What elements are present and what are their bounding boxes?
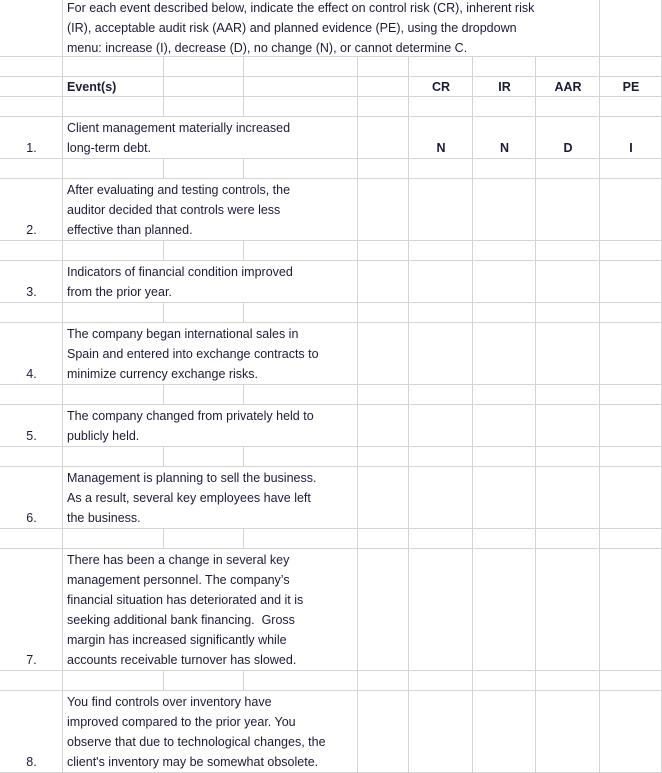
- empty-cell[interactable]: [600, 241, 662, 261]
- empty-cell[interactable]: [0, 671, 63, 691]
- empty-cell[interactable]: [358, 671, 409, 691]
- empty-cell[interactable]: [536, 671, 600, 691]
- event-description-line: After evaluating and testing controls, the: [67, 183, 291, 197]
- empty-cell[interactable]: [358, 159, 409, 179]
- dropdown-cell-cr[interactable]: [409, 179, 473, 241]
- event-number: 8.: [26, 755, 37, 769]
- empty-cell[interactable]: [600, 671, 662, 691]
- header-cell: [0, 77, 63, 97]
- dropdown-cell-pe[interactable]: [600, 179, 662, 241]
- event-description-line: improved compared to the prior year. You: [67, 715, 296, 729]
- empty-cell[interactable]: [409, 97, 473, 117]
- empty-cell[interactable]: [0, 57, 63, 77]
- event-description-line: from the prior year.: [67, 285, 172, 299]
- event-description-line: seeking additional bank financing. Gross: [67, 613, 295, 627]
- empty-cell[interactable]: [164, 57, 244, 77]
- empty-cell[interactable]: [409, 159, 473, 179]
- event-description-line: margin has increased significantly while: [67, 633, 287, 647]
- empty-cell[interactable]: [244, 241, 358, 261]
- empty-cell[interactable]: [244, 303, 358, 323]
- empty-cell[interactable]: [244, 447, 358, 467]
- dropdown-cell-pe[interactable]: [600, 261, 662, 303]
- empty-cell[interactable]: [63, 529, 164, 549]
- empty-cell[interactable]: [409, 241, 473, 261]
- empty-cell[interactable]: [409, 447, 473, 467]
- empty-cell[interactable]: [244, 97, 358, 117]
- empty-cell[interactable]: [244, 57, 358, 77]
- empty-cell[interactable]: [63, 159, 164, 179]
- empty-cell[interactable]: [358, 323, 409, 385]
- empty-cell[interactable]: [409, 671, 473, 691]
- dropdown-cell-aar[interactable]: [536, 467, 600, 529]
- empty-cell[interactable]: [358, 405, 409, 447]
- dropdown-cell-ir[interactable]: [473, 261, 536, 303]
- event-description-line: You find controls over inventory have: [67, 695, 272, 709]
- empty-cell[interactable]: [358, 97, 409, 117]
- dropdown-cell-ir[interactable]: [473, 179, 536, 241]
- event-description-line: minimize currency exchange risks.: [67, 367, 259, 381]
- dropdown-cell-cr[interactable]: [409, 261, 473, 303]
- empty-cell[interactable]: [600, 97, 662, 117]
- dropdown-cell-cr[interactable]: [409, 405, 473, 447]
- event-description-line: publicly held.: [67, 429, 140, 443]
- empty-cell[interactable]: [473, 529, 536, 549]
- empty-cell[interactable]: [0, 159, 63, 179]
- empty-cell[interactable]: [0, 529, 63, 549]
- column-header-cr: CR: [431, 80, 451, 94]
- empty-cell[interactable]: [63, 303, 164, 323]
- empty-cell[interactable]: [536, 447, 600, 467]
- empty-cell[interactable]: [358, 261, 409, 303]
- empty-cell[interactable]: [536, 385, 600, 405]
- empty-cell[interactable]: [0, 241, 63, 261]
- event-number: 3.: [26, 285, 37, 299]
- empty-cell[interactable]: [358, 691, 409, 773]
- empty-cell[interactable]: [63, 671, 164, 691]
- empty-cell[interactable]: [63, 97, 164, 117]
- instruction-line: (IR), acceptable audit risk (AAR) and planned evidence (PE), using the dropdown: [67, 21, 517, 35]
- empty-cell[interactable]: [536, 529, 600, 549]
- empty-cell[interactable]: [600, 57, 662, 77]
- empty-cell[interactable]: [358, 467, 409, 529]
- event-description-line: Client management materially increased: [67, 121, 291, 135]
- empty-cell[interactable]: [63, 241, 164, 261]
- event-description-line: As a result, several key employees have left: [67, 491, 311, 505]
- column-header-pe: PE: [622, 80, 640, 94]
- empty-cell[interactable]: [473, 447, 536, 467]
- dropdown-cell-aar[interactable]: [536, 691, 600, 773]
- dropdown-cell-aar[interactable]: [536, 261, 600, 303]
- empty-cell[interactable]: [473, 159, 536, 179]
- dropdown-cell-cr[interactable]: [409, 549, 473, 671]
- event-description-line: Management is planning to sell the business.: [67, 471, 317, 485]
- event-number: 2.: [26, 223, 37, 237]
- event-description-line: client's inventory may be somewhat obsolete.: [67, 755, 319, 769]
- event-number: 6.: [26, 511, 37, 525]
- header-cell: [244, 77, 358, 97]
- dropdown-cell-cr[interactable]: [409, 323, 473, 385]
- empty-cell[interactable]: [244, 159, 358, 179]
- empty-cell[interactable]: [358, 529, 409, 549]
- empty-cell[interactable]: [164, 159, 244, 179]
- empty-cell[interactable]: [600, 159, 662, 179]
- empty-cell[interactable]: [0, 303, 63, 323]
- empty-cell[interactable]: [358, 241, 409, 261]
- dropdown-cell-aar[interactable]: [536, 179, 600, 241]
- empty-cell[interactable]: [244, 529, 358, 549]
- event-description-line: Indicators of financial condition improved: [67, 265, 293, 279]
- event-description-line: The company began international sales in: [67, 327, 299, 341]
- empty-cell[interactable]: [358, 117, 409, 159]
- event-description-line: effective than planned.: [67, 223, 193, 237]
- event-number: 1.: [26, 141, 37, 155]
- dropdown-cell-pe[interactable]: [600, 549, 662, 671]
- empty-cell[interactable]: [0, 447, 63, 467]
- empty-cell[interactable]: [358, 447, 409, 467]
- dropdown-cell-pe[interactable]: [600, 691, 662, 773]
- empty-cell[interactable]: [600, 529, 662, 549]
- dropdown-cell-cr[interactable]: [409, 691, 473, 773]
- answer-pe: I: [629, 141, 633, 155]
- dropdown-cell-ir[interactable]: [473, 467, 536, 529]
- empty-cell[interactable]: [164, 97, 244, 117]
- empty-cell[interactable]: [409, 303, 473, 323]
- empty-cell[interactable]: [164, 529, 244, 549]
- empty-cell[interactable]: [164, 671, 244, 691]
- event-description-line: the business.: [67, 511, 141, 525]
- event-description-line: auditor decided that controls were less: [67, 203, 281, 217]
- empty-cell[interactable]: [473, 303, 536, 323]
- event-number: 4.: [26, 367, 37, 381]
- event-description-line: management personnel. The company’s: [67, 573, 290, 587]
- column-header-ir: IR: [498, 80, 511, 94]
- empty-cell[interactable]: [358, 385, 409, 405]
- column-header-event: Event(s): [67, 80, 117, 94]
- answer-ir: N: [499, 141, 510, 155]
- dropdown-cell-ir[interactable]: [473, 323, 536, 385]
- empty-cell[interactable]: [358, 549, 409, 671]
- event-number: 7.: [26, 653, 37, 667]
- empty-cell[interactable]: [164, 241, 244, 261]
- instruction-line: menu: increase (I), decrease (D), no change (N), or cannot determine C.: [67, 41, 468, 55]
- dropdown-cell-aar[interactable]: [536, 405, 600, 447]
- event-number: 5.: [26, 429, 37, 443]
- empty-cell[interactable]: [409, 385, 473, 405]
- empty-cell[interactable]: [473, 671, 536, 691]
- dropdown-cell-ir[interactable]: [473, 405, 536, 447]
- empty-cell[interactable]: [536, 57, 600, 77]
- answer-aar: D: [563, 141, 573, 155]
- empty-cell[interactable]: [473, 57, 536, 77]
- empty-cell[interactable]: [0, 385, 63, 405]
- dropdown-cell-aar[interactable]: [536, 323, 600, 385]
- answer-cr: N: [436, 141, 446, 155]
- empty-cell[interactable]: [358, 57, 409, 77]
- empty-cell[interactable]: [536, 303, 600, 323]
- empty-cell[interactable]: [63, 385, 164, 405]
- empty-cell[interactable]: [164, 303, 244, 323]
- empty-cell[interactable]: [600, 447, 662, 467]
- empty-cell[interactable]: [164, 447, 244, 467]
- empty-cell[interactable]: [358, 303, 409, 323]
- empty-cell[interactable]: [164, 385, 244, 405]
- event-description-line: Spain and entered into exchange contracts to: [67, 347, 319, 361]
- instruction-line: For each event described below, indicate the effect on control risk (CR), inherent risk: [67, 1, 535, 15]
- event-description-line: observe that due to technological changes, the: [67, 735, 326, 749]
- event-description-line: The company changed from privately held to: [67, 409, 314, 423]
- empty-cell[interactable]: [63, 447, 164, 467]
- dropdown-cell-pe[interactable]: [600, 323, 662, 385]
- empty-cell[interactable]: [473, 385, 536, 405]
- dropdown-cell-aar[interactable]: [536, 549, 600, 671]
- empty-cell[interactable]: [536, 159, 600, 179]
- empty-cell[interactable]: [244, 385, 358, 405]
- empty-cell[interactable]: [536, 97, 600, 117]
- dropdown-cell-pe[interactable]: [600, 467, 662, 529]
- empty-cell[interactable]: [358, 179, 409, 241]
- dropdown-cell-cr[interactable]: [409, 467, 473, 529]
- header-cell: [358, 77, 409, 97]
- dropdown-cell-ir[interactable]: [473, 691, 536, 773]
- empty-cell[interactable]: [409, 529, 473, 549]
- empty-cell[interactable]: [63, 57, 164, 77]
- empty-cell[interactable]: [536, 241, 600, 261]
- dropdown-cell-ir[interactable]: [473, 549, 536, 671]
- dropdown-cell-pe[interactable]: [600, 405, 662, 447]
- row-header-cell: [0, 0, 63, 57]
- empty-cell[interactable]: [244, 671, 358, 691]
- empty-cell[interactable]: [409, 57, 473, 77]
- empty-cell[interactable]: [0, 97, 63, 117]
- event-description-line: long-term debt.: [67, 141, 152, 155]
- column-header-aar: AAR: [554, 80, 582, 94]
- event-description-line: There has been a change in several key: [67, 553, 290, 567]
- empty-cell[interactable]: [473, 97, 536, 117]
- empty-cell[interactable]: [473, 241, 536, 261]
- event-description-line: accounts receivable turnover has slowed.: [67, 653, 297, 667]
- event-description-line: financial situation has deteriorated and it is: [67, 593, 304, 607]
- empty-cell[interactable]: [600, 303, 662, 323]
- empty-cell[interactable]: [600, 385, 662, 405]
- header-cell: [164, 77, 244, 97]
- empty-cell[interactable]: [600, 0, 662, 57]
